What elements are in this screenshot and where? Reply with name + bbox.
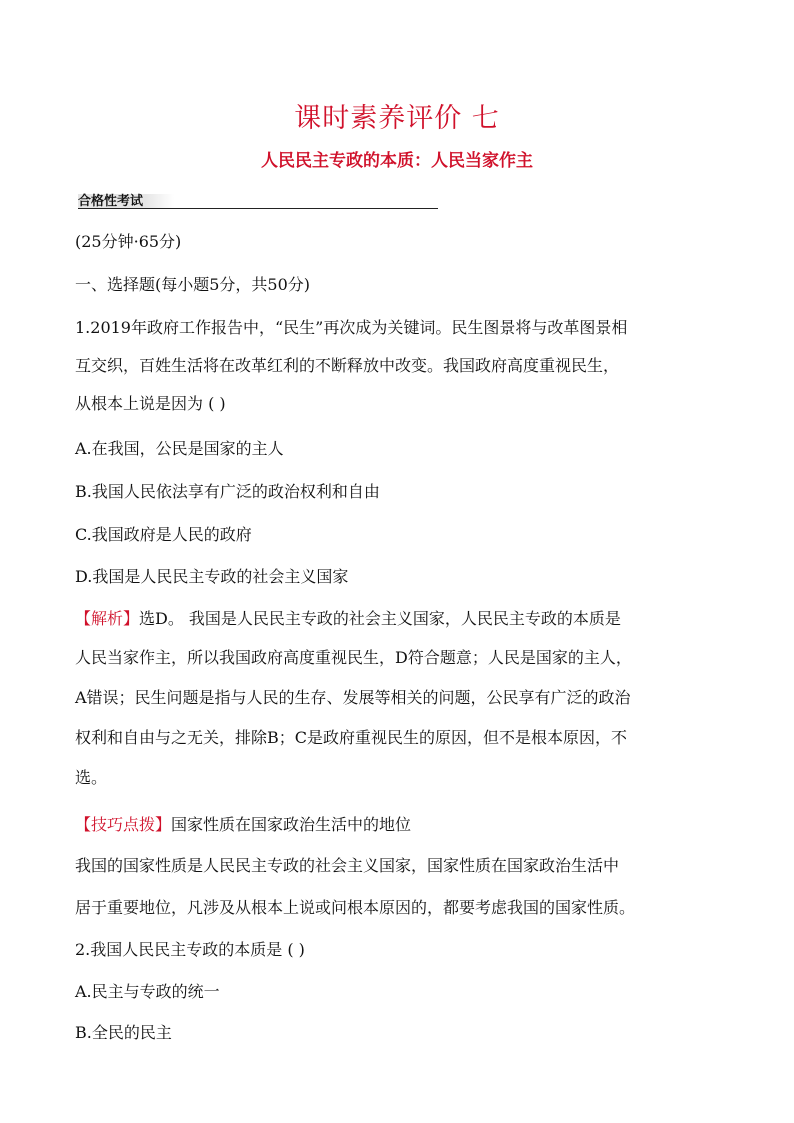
question-1-stem-line-1: 1.2019年政府工作报告中，“民生”再次成为关键词。民生图景将与改革图景相 bbox=[75, 318, 628, 337]
tip-tag: 【技巧点拨】 bbox=[75, 815, 172, 834]
question-2-option-a: A.民主与专政的统一 bbox=[75, 982, 220, 1001]
analysis-line-2: 人民当家作主，所以我国政府高度重视民生，D符合题意；人民是国家的主人， bbox=[75, 648, 632, 667]
page-subtitle: 人民民主专政的本质：人民当家作主 bbox=[261, 151, 533, 171]
analysis-text-1: 选D。 我国是人民民主专政的社会主义国家，人民民主专政的本质是 bbox=[139, 609, 621, 628]
question-1-stem-line-2: 互交织，百姓生活将在改革红利的不断释放中改变。我国政府高度重视民生， bbox=[75, 356, 620, 375]
question-1-stem-line-3: 从根本上说是因为 ( ) bbox=[75, 394, 226, 413]
tip-heading bbox=[75, 815, 725, 835]
analysis-line-5: 选。 bbox=[75, 768, 108, 787]
tip-title: 国家性质在国家政治生活中的地位 bbox=[171, 815, 412, 834]
page-title: 课时素养评价 七 bbox=[294, 103, 500, 134]
section-tab bbox=[78, 188, 174, 210]
analysis-line-3: A错误；民生问题是指与人民的生存、发展等相关的问题，公民享有广泛的政治 bbox=[75, 688, 631, 707]
tip-line-1: 我国的国家性质是人民民主专政的社会主义国家，国家性质在国家政治生活中 bbox=[75, 856, 620, 875]
question-2-stem: 2.我国人民民主专政的本质是 ( ) bbox=[75, 940, 305, 959]
question-1-option-c: C.我国政府是人民的政府 bbox=[75, 525, 252, 544]
question-2-option-b: B.全民的民主 bbox=[75, 1023, 172, 1042]
analysis-line-4: 权利和自由与之无关，排除B；C是政府重视民生的原因，但不是根本原因，不 bbox=[75, 728, 628, 747]
question-1-option-d: D.我国是人民民主专政的社会主义国家 bbox=[75, 567, 349, 586]
part-heading: 一、选择题(每小题5分，共50分) bbox=[75, 275, 311, 294]
analysis-tag: 【解析】 bbox=[75, 609, 140, 628]
question-1-option-b: B.我国人民依法享有广泛的政治权利和自由 bbox=[75, 482, 380, 501]
analysis-line-1 bbox=[75, 609, 725, 629]
question-1-option-a: A.在我国，公民是国家的主人 bbox=[75, 439, 284, 458]
time-score-info: (25分钟·65分) bbox=[75, 232, 182, 251]
tip-line-2: 居于重要地位，凡涉及从根本上说或问根本原因的，都要考虑我国的国家性质。 bbox=[75, 898, 636, 917]
section-tab-label: 合格性考试 bbox=[78, 194, 144, 209]
